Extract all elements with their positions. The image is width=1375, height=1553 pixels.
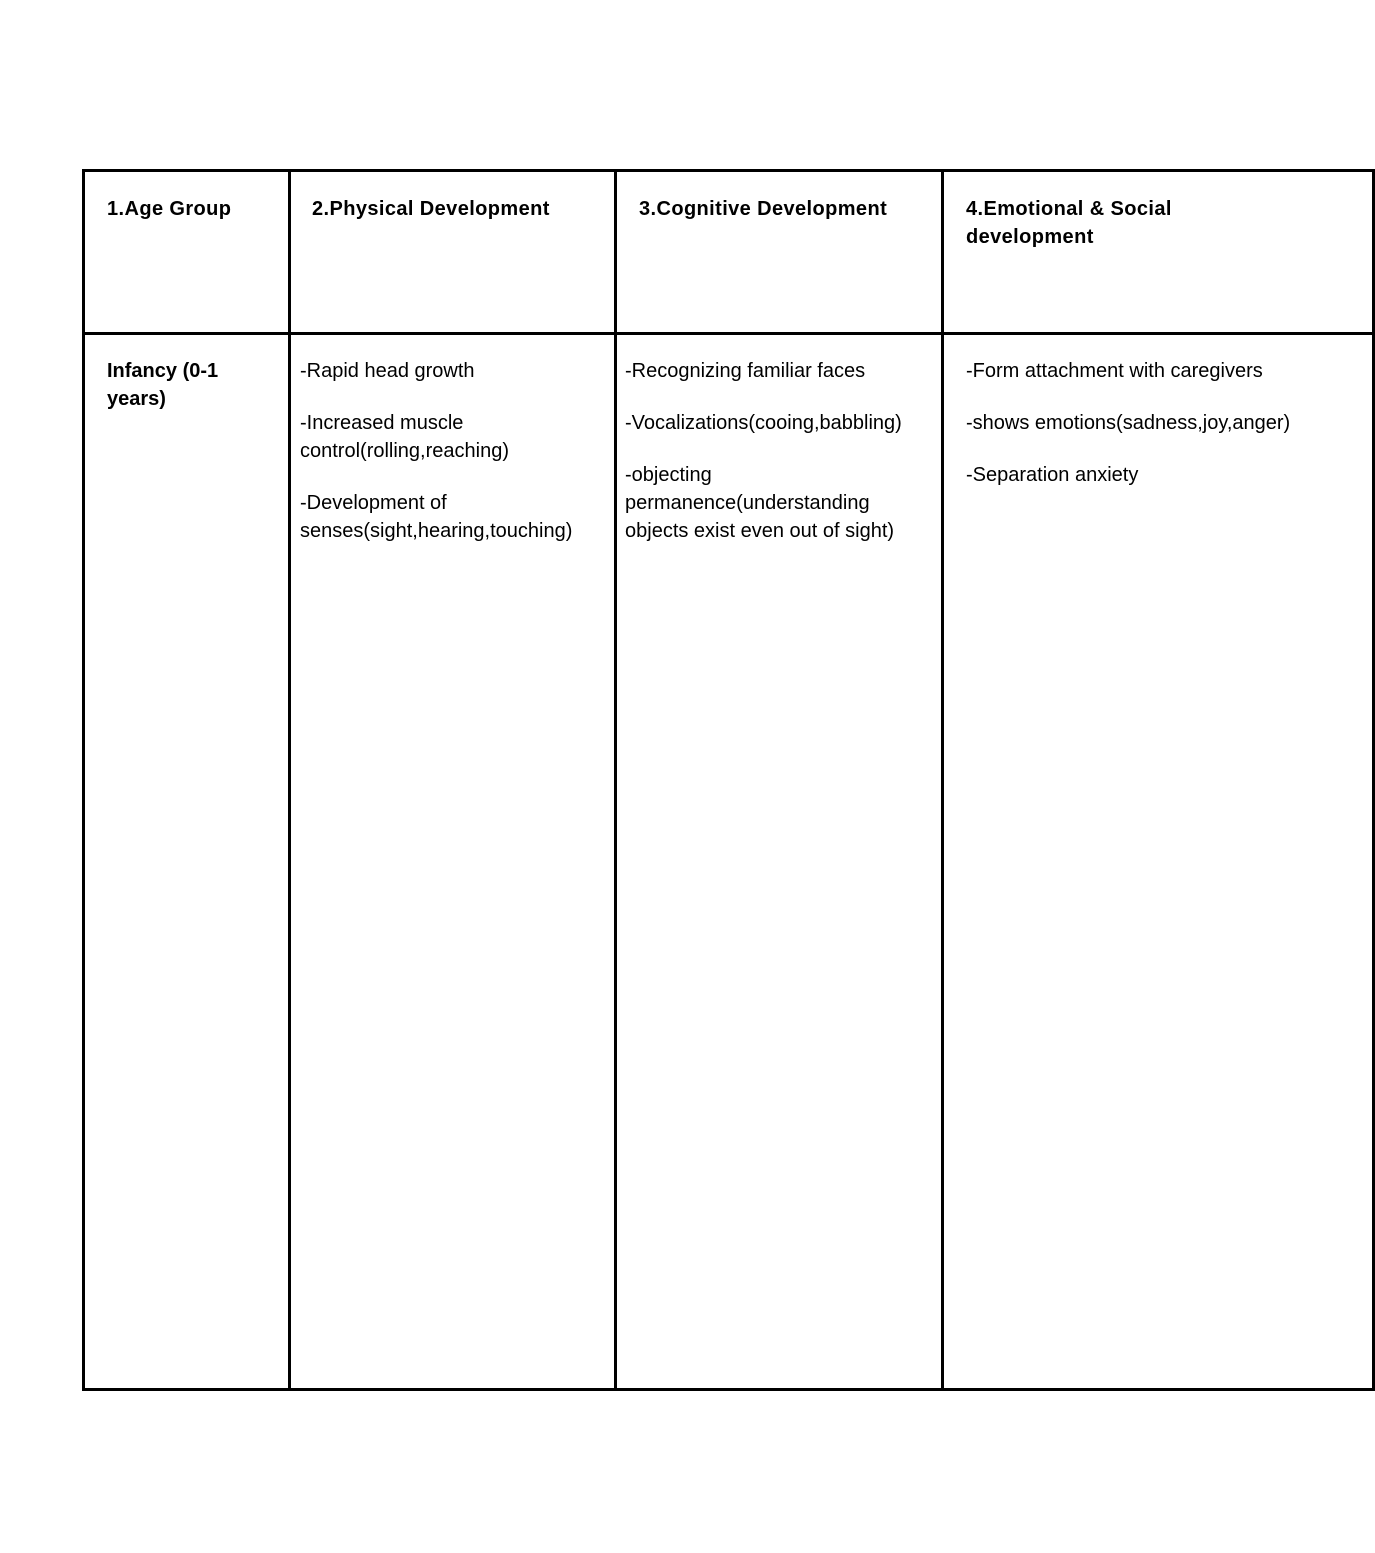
cell-physical [290,334,616,1390]
cognitive-item: -Vocalizations(cooing,babbling) [625,412,902,434]
header-cognitive-development: 3.Cognitive Development [639,198,888,220]
emotional-item: -Separation anxiety [966,464,1139,486]
header-cell-emotional [943,171,1374,334]
header-cell-cognitive [616,171,943,334]
emotional-item: -Form attachment with caregivers [966,360,1263,382]
table-header-row [84,171,1374,334]
header-cell-age-group [84,171,290,334]
cognitive-item: -objecting permanence(understanding objects exist even out of sight) [625,464,895,542]
header-physical-development: 2.Physical Development [312,198,550,220]
header-emotional-social-development: 4.Emotional & Social development [966,198,1172,248]
emotional-item: -shows emotions(sadness,joy,anger) [966,412,1291,434]
cognitive-item: -Recognizing familiar faces [625,360,866,382]
cell-cognitive [616,334,943,1390]
physical-item: -Increased muscle control(rolling,reaching) [300,412,509,462]
cell-emotional [943,334,1374,1390]
cell-age-group [84,334,290,1390]
cognitive-list [617,335,925,545]
age-group-label: Infancy (0-1 years) [107,360,219,410]
header-age-group: 1.Age Group [107,198,232,220]
development-table-container [82,169,1291,1388]
physical-item: -Development of senses(sight,hearing,touching) [300,492,573,542]
emotional-list [944,335,1366,489]
header-cell-physical [290,171,616,334]
physical-list [291,335,600,545]
physical-item: -Rapid head growth [300,360,475,382]
table-row [84,334,1374,1390]
development-table [82,169,1375,1391]
